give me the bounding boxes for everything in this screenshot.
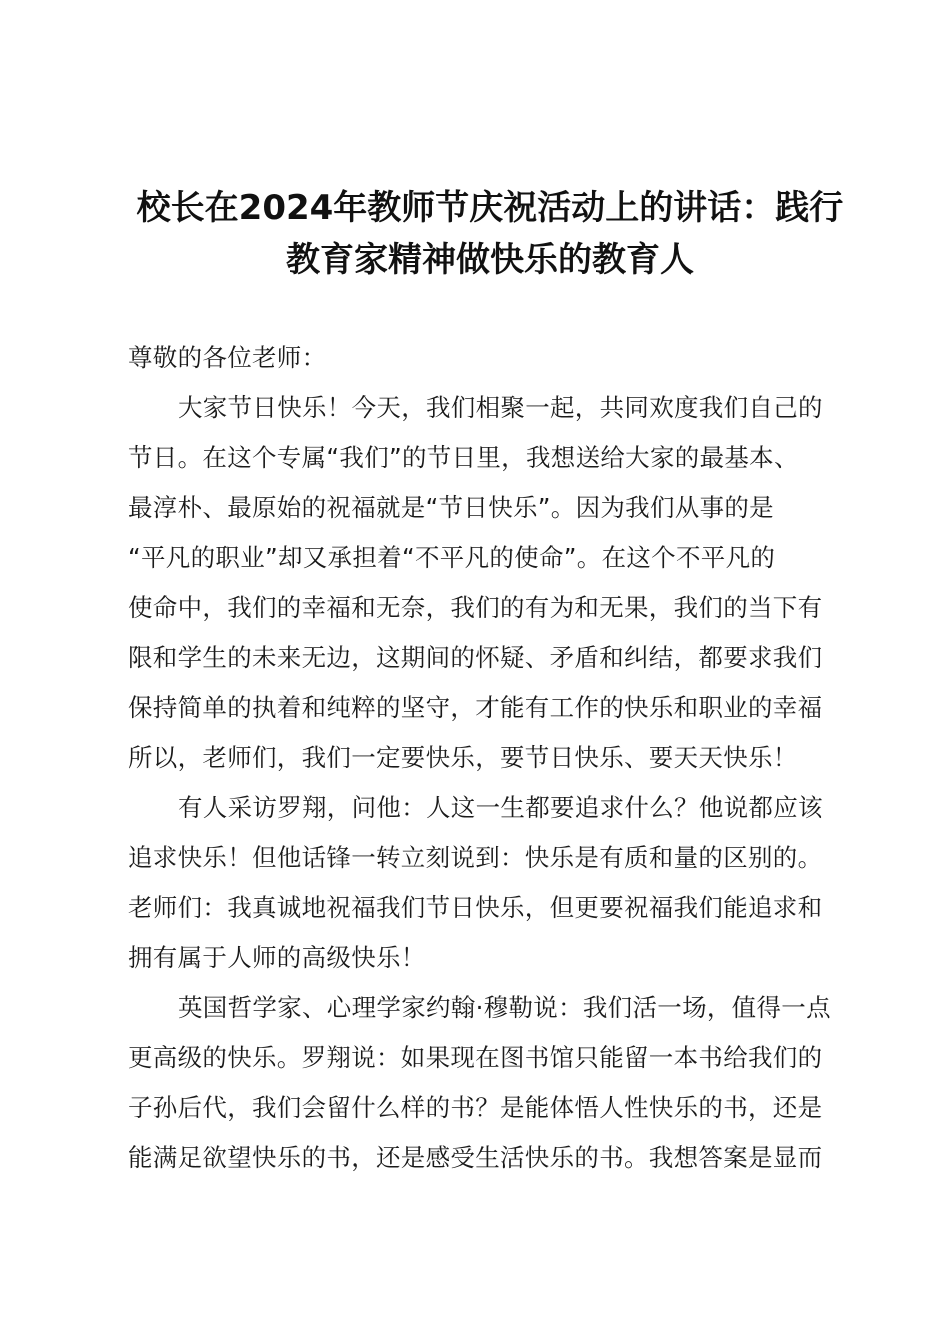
body-line: 有人采访罗翔，问他：人这一生都要追求什么？他说都应该 [178, 793, 823, 822]
body-line: 追求快乐！但他话锋一转立刻说到：快乐是有质和量的区别的。 [128, 843, 823, 872]
document-body [128, 333, 868, 1183]
body-line: 最淳朴、最原始的祝福就是“节日快乐”。因为我们从事的是 [128, 493, 774, 522]
body-line: 节日。在这个专属“我们”的节日里，我想送给大家的最基本、 [128, 443, 799, 472]
body-line: 大家节日快乐！今天，我们相聚一起，共同欢度我们自己的 [178, 393, 823, 422]
body-line: 所以，老师们，我们一定要快乐，要节日快乐、要天天快乐！ [128, 743, 798, 772]
body-line: 保持简单的执着和纯粹的坚守，才能有工作的快乐和职业的幸福 [128, 693, 823, 722]
body-line: 能满足欲望快乐的书，还是感受生活快乐的书。我想答案是显而 [128, 1143, 823, 1172]
body-line: 英国哲学家、心理学家约翰·穆勒说：我们活一场，值得一点 [178, 993, 831, 1022]
title-line: 教育家精神做快乐的教育人 [286, 240, 694, 280]
body-line: “平凡的职业”却又承担着“不平凡的使命”。在这个不平凡的 [128, 543, 776, 572]
body-line: 子孙后代，我们会留什么样的书？是能体悟人性快乐的书，还是 [128, 1093, 823, 1122]
document-title [100, 182, 880, 286]
body-line: 尊敬的各位老师： [128, 343, 327, 372]
body-line: 老师们：我真诚地祝福我们节日快乐，但更要祝福我们能追求和 [128, 893, 823, 922]
body-line: 使命中，我们的幸福和无奈，我们的有为和无果，我们的当下有 [128, 593, 823, 622]
body-line: 拥有属于人师的高级快乐！ [128, 943, 426, 972]
body-line: 限和学生的未来无边，这期间的怀疑、矛盾和纠结，都要求我们 [128, 643, 823, 672]
title-line: 校长在2024年教师节庆祝活动上的讲话：践行 [136, 188, 844, 228]
body-line: 更高级的快乐。罗翔说：如果现在图书馆只能留一本书给我们的 [128, 1043, 823, 1072]
